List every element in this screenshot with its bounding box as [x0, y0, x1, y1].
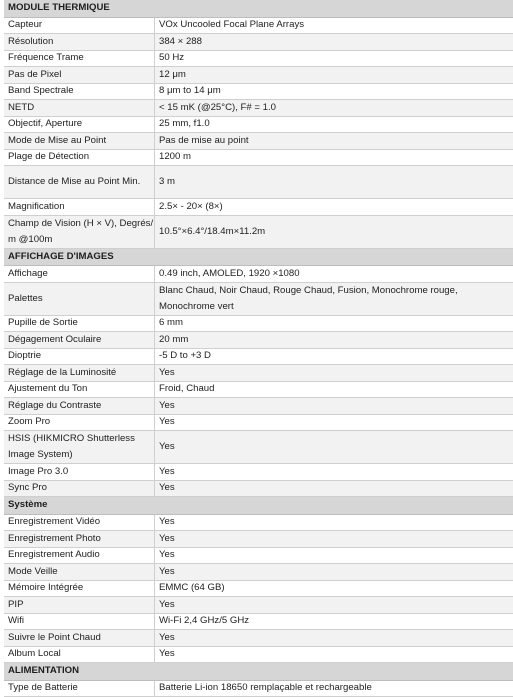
table-row [4, 349, 513, 366]
spec-label: Résolution [4, 34, 155, 50]
spec-value: 50 Hz [155, 51, 513, 67]
table-row [4, 398, 513, 415]
section-header-system: Système [4, 497, 513, 515]
table-row [4, 531, 513, 548]
spec-value: 3 m [155, 166, 513, 198]
table-row [4, 34, 513, 51]
spec-label: Magnification [4, 199, 155, 215]
spec-value: < 15 mK (@25°C), F# = 1.0 [155, 100, 513, 116]
spec-value: Yes [155, 464, 513, 480]
spec-value: Yes [155, 398, 513, 414]
table-row [4, 216, 513, 249]
spec-value: 384 × 288 [155, 34, 513, 50]
spec-label: PIP [4, 597, 155, 613]
spec-value: VOx Uncooled Focal Plane Arrays [155, 18, 513, 34]
spec-value: Yes [155, 431, 513, 463]
table-row [4, 266, 513, 283]
spec-label: Album Local [4, 647, 155, 663]
spec-label: Distance de Mise au Point Min. [4, 166, 155, 198]
table-row [4, 150, 513, 167]
spec-value: EMMC (64 GB) [155, 581, 513, 597]
spec-label: Suivre le Point Chaud [4, 630, 155, 646]
spec-label: Fréquence Trame [4, 51, 155, 67]
table-row [4, 464, 513, 481]
table-row [4, 630, 513, 647]
spec-value: 10.5°×6.4°/18.4m×11.2m [155, 216, 513, 248]
spec-value: 6 mm [155, 316, 513, 332]
spec-value: Yes [155, 564, 513, 580]
section-header-power: ALIMENTATION [4, 663, 513, 681]
spec-value: Yes [155, 531, 513, 547]
spec-label: Plage de Détection [4, 150, 155, 166]
table-row [4, 597, 513, 614]
spec-value: Pas de mise au point [155, 133, 513, 149]
table-row [4, 100, 513, 117]
table-row [4, 316, 513, 333]
spec-label: Enregistrement Photo [4, 531, 155, 547]
spec-label: NETD [4, 100, 155, 116]
spec-value: Yes [155, 415, 513, 431]
table-row [4, 415, 513, 432]
spec-value: 25 mm, f1.0 [155, 117, 513, 133]
spec-label: Type de Batterie [4, 681, 155, 697]
table-row [4, 681, 513, 697]
spec-value: Yes [155, 630, 513, 646]
spec-label: Objectif, Aperture [4, 117, 155, 133]
spec-label: Pas de Pixel [4, 67, 155, 83]
section-header-thermal-module: MODULE THERMIQUE [4, 0, 513, 18]
spec-value: 2.5× - 20× (8×) [155, 199, 513, 215]
spec-value: Yes [155, 481, 513, 497]
table-row [4, 51, 513, 68]
spec-label: Zoom Pro [4, 415, 155, 431]
table-row [4, 431, 513, 464]
table-row [4, 283, 513, 316]
table-row [4, 332, 513, 349]
table-row [4, 581, 513, 598]
table-row [4, 647, 513, 664]
spec-label: Mémoire Intégrée [4, 581, 155, 597]
spec-label: Dégagement Oculaire [4, 332, 155, 348]
table-row [4, 166, 513, 199]
table-row [4, 84, 513, 101]
table-row [4, 117, 513, 134]
spec-value: 1200 m [155, 150, 513, 166]
spec-label: Ajustement du Ton [4, 382, 155, 398]
spec-label: Palettes [4, 283, 155, 315]
spec-label: Mode de Mise au Point [4, 133, 155, 149]
spec-value: Wi-Fi 2,4 GHz/5 GHz [155, 614, 513, 630]
table-row [4, 67, 513, 84]
spec-sheet [4, 0, 513, 697]
spec-label: Enregistrement Audio [4, 548, 155, 564]
spec-value: 20 mm [155, 332, 513, 348]
table-row [4, 614, 513, 631]
spec-label: Champ de Vision (H × V), Degrés/ m @100m [4, 216, 155, 248]
spec-label: Réglage du Contraste [4, 398, 155, 414]
spec-label: HSIS (HIKMICRO Shutterless Image System) [4, 431, 155, 463]
spec-value: 8 μm to 14 μm [155, 84, 513, 100]
spec-label: Band Spectrale [4, 84, 155, 100]
spec-label: Réglage de la Luminosité [4, 365, 155, 381]
table-row [4, 133, 513, 150]
spec-label: Mode Veille [4, 564, 155, 580]
spec-label: Dioptrie [4, 349, 155, 365]
table-row [4, 18, 513, 35]
spec-label: Enregistrement Vidéo [4, 515, 155, 531]
spec-label: Sync Pro [4, 481, 155, 497]
spec-value: 0.49 inch, AMOLED, 1920 ×1080 [155, 266, 513, 282]
spec-label: Pupille de Sortie [4, 316, 155, 332]
spec-value: Blanc Chaud, Noir Chaud, Rouge Chaud, Fusion, Monochrome rouge, Monochrome vert [155, 283, 513, 315]
spec-value: Yes [155, 365, 513, 381]
table-row [4, 481, 513, 498]
spec-value: Yes [155, 647, 513, 663]
spec-value: Froid, Chaud [155, 382, 513, 398]
table-row [4, 548, 513, 565]
spec-value: Yes [155, 548, 513, 564]
spec-value: Yes [155, 515, 513, 531]
spec-value: Batterie Li-ion 18650 remplaçable et rechargeable [155, 681, 513, 697]
spec-label: Wifi [4, 614, 155, 630]
spec-value: 12 μm [155, 67, 513, 83]
spec-label: Image Pro 3.0 [4, 464, 155, 480]
spec-label: Capteur [4, 18, 155, 34]
spec-value: Yes [155, 597, 513, 613]
table-row [4, 382, 513, 399]
spec-value: -5 D to +3 D [155, 349, 513, 365]
table-row [4, 199, 513, 216]
spec-label: Affichage [4, 266, 155, 282]
section-header-image-display: AFFICHAGE D'IMAGES [4, 249, 513, 267]
table-row [4, 365, 513, 382]
table-row [4, 515, 513, 532]
table-row [4, 564, 513, 581]
